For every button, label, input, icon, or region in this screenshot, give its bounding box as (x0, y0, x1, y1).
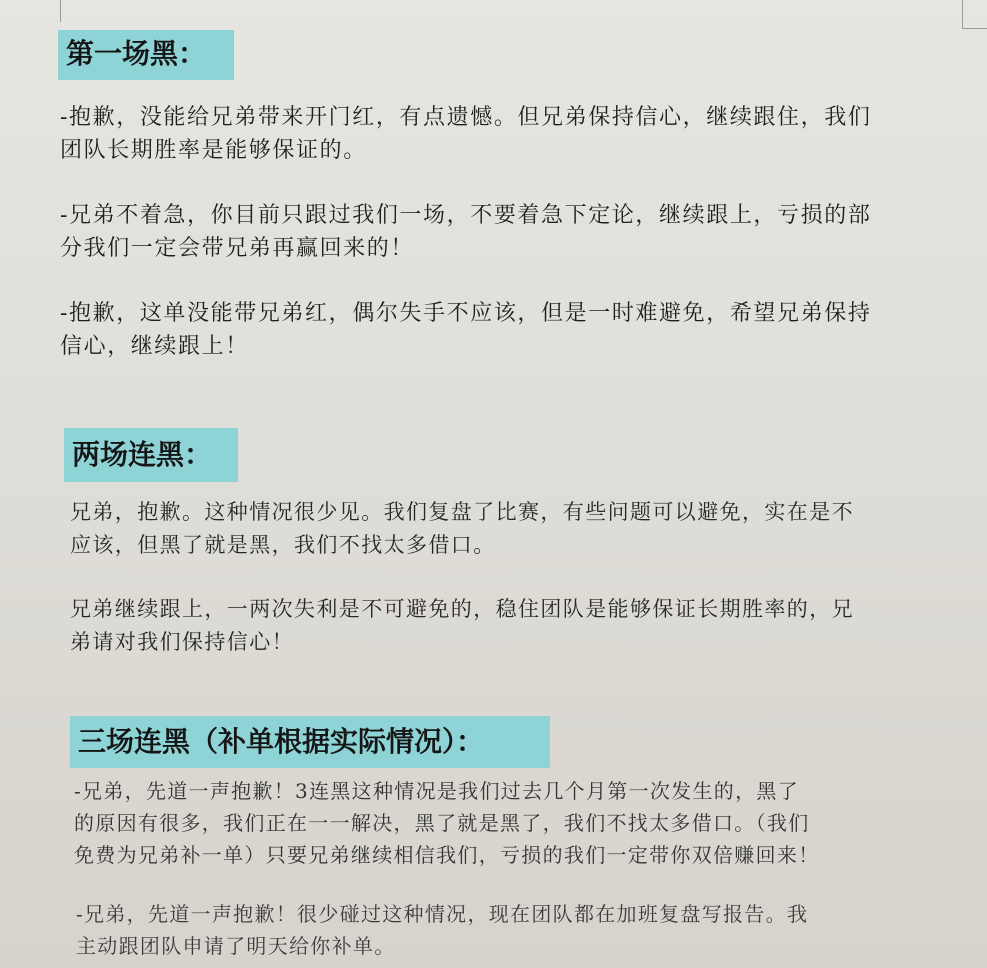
paragraph-line: 的原因有很多，我们正在一一解决，黑了就是黑了，我们不找太多借口。（我们 (74, 811, 810, 835)
paragraph (70, 496, 854, 562)
page-corner-mark-right-horizontal (962, 28, 987, 29)
paragraph-line: -抱歉，这单没能带兄弟红，偶尔失手不应该，但是一时难避免，希望兄弟保持 (60, 301, 872, 326)
paragraph-line: 信心，继续跟上！ (60, 334, 249, 359)
heading-two-losses: 两场连黑： (64, 428, 238, 482)
paragraph-line: 兄弟继续跟上，一两次失利是不可避免的，稳住团队是能够保证长期胜率的，兄 (70, 597, 854, 621)
paragraph (60, 297, 871, 363)
paragraph (60, 199, 871, 265)
paragraph-line: -兄弟不着急，你目前只跟过我们一场，不要着急下定论，继续跟上，亏损的部 (60, 203, 872, 228)
paragraph-line: 应该，但黑了就是黑，我们不找太多借口。 (70, 533, 496, 557)
paragraph-line: 主动跟团队申请了明天给你补单。 (76, 934, 396, 958)
heading-three-losses: 三场连黑（补单根据实际情况）： (70, 716, 550, 768)
paragraph-line: 兄弟，抱歉。这种情况很少见。我们复盘了比赛，有些问题可以避免，实在是不 (70, 500, 854, 524)
paragraph-line: 免费为兄弟补一单）只要兄弟继续相信我们，亏损的我们一定带你双倍赚回来！ (74, 843, 820, 867)
paragraph-line: 分我们一定会带兄弟再赢回来的！ (60, 236, 415, 261)
page-corner-mark-right (962, 0, 963, 28)
heading-first-loss: 第一场黑： (58, 30, 234, 80)
paragraph-line: -兄弟，先道一声抱歉！3连黑这种情况是我们过去几个月第一次发生的，黑了 (74, 779, 799, 803)
paragraph (74, 775, 820, 871)
paragraph-line: -兄弟，先道一声抱歉！很少碰过这种情况，现在团队都在加班复盘写报告。我 (76, 902, 809, 926)
paragraph (76, 898, 808, 962)
paragraph-line: -抱歉，没能给兄弟带来开门红，有点遗憾。但兄弟保持信心，继续跟住，我们 (60, 105, 872, 130)
paragraph (60, 101, 871, 167)
paragraph-line: 弟请对我们保持信心！ (70, 630, 294, 654)
page-corner-mark-left (60, 0, 61, 22)
paragraph (70, 593, 854, 659)
paragraph-line: 团队长期胜率是能够保证的。 (60, 138, 367, 163)
